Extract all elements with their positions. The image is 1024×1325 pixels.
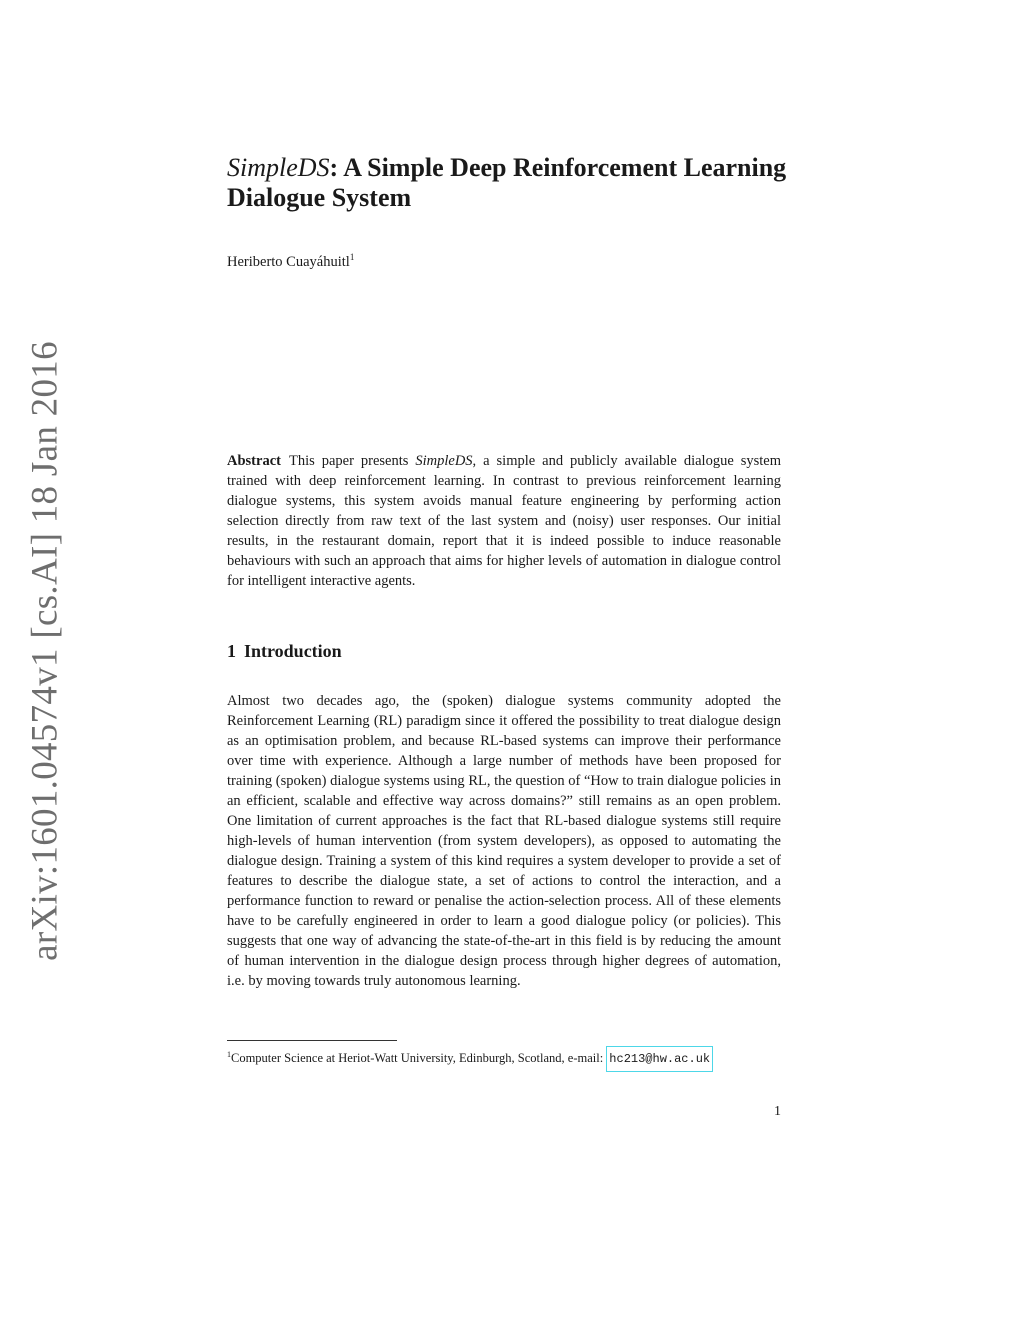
abstract-italic-term: SimpleDS [415,453,473,469]
footnote [227,1045,787,1069]
section-number: 1 [227,641,236,661]
author-line [227,252,354,271]
introduction-paragraph: Almost two decades ago, the (spoken) dialogue systems community adopted the Reinforcement Learning (RL) paradigm since it offered the possibility to treat dialogue design as an optimisation problem, and because RL-based systems can improve their performance over time with experience. Although a large number of methods have been proposed for training (spoken) dialogue systems using RL, the question of “How to train dialogue policies in an efficient, scalable and effective way across domains?” still remains as an open problem. One limitation of current approaches is the fact that RL-based dialogue systems still require high-levels of human intervention (from system developers), as opposed to automating the dialogue design. Training a system of this kind requires a system developer to provide a set of features to describe the dialogue state, a set of actions to control the interaction, and a performance function to reward or penalise the action-selection process. All of these elements have to be carefully engineered in order to learn a good dialogue policy (or policies). This suggests that one way of advancing the state-of-the-art in this field is by reducing the amount of human intervention in the dialogue design process through higher degrees of automation, i.e. by moving towards truly autonomous learning. [227,693,781,989]
paper-title [227,153,787,213]
arxiv-watermark [0,0,90,1325]
section-title: Introduction [244,641,342,661]
abstract-text-after: , a simple and publicly available dialogue system trained with deep reinforcement learning. In contrast to previous reinforcement learning dialogue systems, this system avoids manual feature engineering by performing action selection directly from raw text of the last system and (noisy) user responses. Our initial results, in the restaurant domain, report that it is indeed possible to induce reasonable behaviours with such an approach that aims for higher levels of automation in dialogue control for intelligent interactive agents. [227,453,782,589]
title-system-name: SimpleDS [227,153,330,182]
page-number: 1 [774,1104,781,1119]
author-affiliation-mark: 1 [349,252,355,262]
footnote-divider [227,1040,397,1041]
email-link[interactable]: hc213@hw.ac.uk [606,1046,713,1072]
footnote-text: Computer Science at Heriot-Watt University, Edinburgh, Scotland, e-mail: [231,1051,607,1065]
abstract-text-before: This paper presents [288,453,416,469]
footnote-mark: 1 [227,1050,231,1059]
author-name: Heriberto Cuayáhuitl [227,254,350,270]
arxiv-id: arXiv:1601.04574v1 [cs.AI] 18 Jan 2016 [24,341,66,961]
title-rest: : A Simple Deep Reinforcement Learning Dialogue System [227,153,787,212]
abstract [227,451,781,591]
section-heading-introduction [227,641,342,662]
abstract-label: Abstract [227,453,281,469]
